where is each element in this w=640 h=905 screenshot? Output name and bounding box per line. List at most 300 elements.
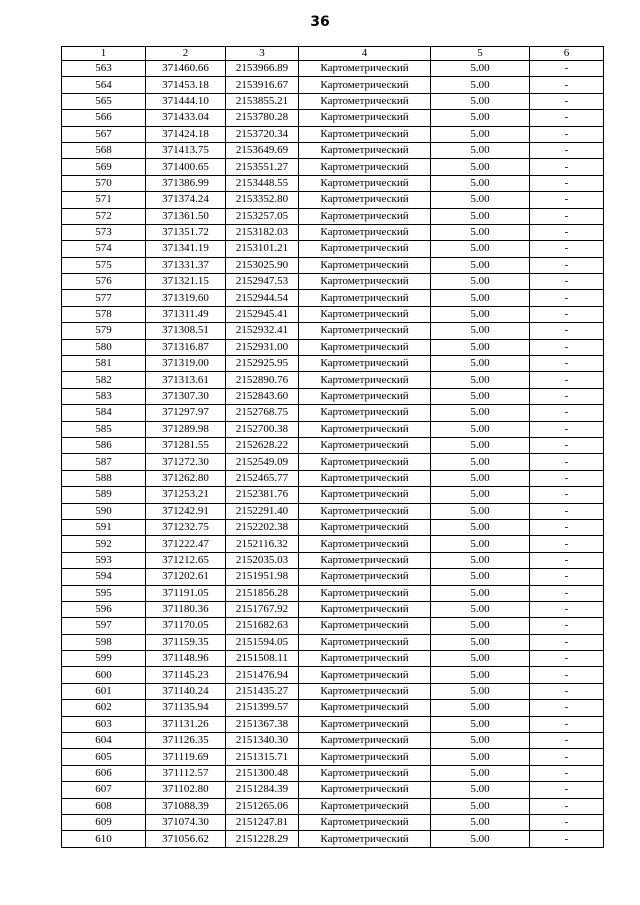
y-coordinate-cell: 2151594.05 xyxy=(226,634,299,650)
accuracy-cell: 5.00 xyxy=(431,569,530,585)
y-coordinate-cell: 2153352.80 xyxy=(226,192,299,208)
x-coordinate-cell: 371074.30 xyxy=(146,814,226,830)
note-cell: - xyxy=(530,487,604,503)
note-cell: - xyxy=(530,241,604,257)
point-number-cell: 577 xyxy=(62,290,146,306)
method-cell: Картометрический xyxy=(299,356,431,372)
x-coordinate-cell: 371112.57 xyxy=(146,765,226,781)
y-coordinate-cell: 2151399.57 xyxy=(226,700,299,716)
accuracy-cell: 5.00 xyxy=(431,306,530,322)
accuracy-cell: 5.00 xyxy=(431,421,530,437)
table-row xyxy=(62,224,604,240)
point-number-cell: 606 xyxy=(62,765,146,781)
method-cell: Картометрический xyxy=(299,405,431,421)
accuracy-cell: 5.00 xyxy=(431,683,530,699)
table-row xyxy=(62,651,604,667)
note-cell: - xyxy=(530,651,604,667)
y-coordinate-cell: 2152035.03 xyxy=(226,552,299,568)
method-cell: Картометрический xyxy=(299,421,431,437)
table-row xyxy=(62,241,604,257)
note-cell: - xyxy=(530,405,604,421)
y-coordinate-cell: 2151340.30 xyxy=(226,733,299,749)
table-row xyxy=(62,142,604,158)
table-row xyxy=(62,388,604,404)
note-cell: - xyxy=(530,536,604,552)
table-row xyxy=(62,421,604,437)
note-cell: - xyxy=(530,61,604,77)
y-coordinate-cell: 2153025.90 xyxy=(226,257,299,273)
note-cell: - xyxy=(530,274,604,290)
method-cell: Картометрический xyxy=(299,290,431,306)
point-number-cell: 590 xyxy=(62,503,146,519)
table-row xyxy=(62,306,604,322)
method-cell: Картометрический xyxy=(299,159,431,175)
x-coordinate-cell: 371140.24 xyxy=(146,683,226,699)
column-header-3: 3 xyxy=(226,47,299,61)
point-number-cell: 599 xyxy=(62,651,146,667)
accuracy-cell: 5.00 xyxy=(431,454,530,470)
method-cell: Картометрический xyxy=(299,110,431,126)
table-row xyxy=(62,208,604,224)
table-row xyxy=(62,437,604,453)
point-number-cell: 587 xyxy=(62,454,146,470)
x-coordinate-cell: 371148.96 xyxy=(146,651,226,667)
note-cell: - xyxy=(530,356,604,372)
point-number-cell: 571 xyxy=(62,192,146,208)
method-cell: Картометрический xyxy=(299,61,431,77)
x-coordinate-cell: 371289.98 xyxy=(146,421,226,437)
method-cell: Картометрический xyxy=(299,437,431,453)
x-coordinate-cell: 371400.65 xyxy=(146,159,226,175)
method-cell: Картометрический xyxy=(299,257,431,273)
accuracy-cell: 5.00 xyxy=(431,405,530,421)
accuracy-cell: 5.00 xyxy=(431,765,530,781)
y-coordinate-cell: 2151476.94 xyxy=(226,667,299,683)
method-cell: Картометрический xyxy=(299,454,431,470)
point-number-cell: 584 xyxy=(62,405,146,421)
method-cell: Картометрический xyxy=(299,519,431,535)
note-cell: - xyxy=(530,552,604,568)
table-row xyxy=(62,175,604,191)
point-number-cell: 586 xyxy=(62,437,146,453)
table-row xyxy=(62,536,604,552)
note-cell: - xyxy=(530,454,604,470)
table-row xyxy=(62,405,604,421)
point-number-cell: 604 xyxy=(62,733,146,749)
table-body xyxy=(62,61,604,848)
coordinates-table xyxy=(61,46,604,848)
note-cell: - xyxy=(530,142,604,158)
x-coordinate-cell: 371135.94 xyxy=(146,700,226,716)
note-cell: - xyxy=(530,634,604,650)
point-number-cell: 567 xyxy=(62,126,146,142)
method-cell: Картометрический xyxy=(299,241,431,257)
y-coordinate-cell: 2153448.55 xyxy=(226,175,299,191)
table-row xyxy=(62,159,604,175)
x-coordinate-cell: 371386.99 xyxy=(146,175,226,191)
note-cell: - xyxy=(530,683,604,699)
accuracy-cell: 5.00 xyxy=(431,585,530,601)
accuracy-cell: 5.00 xyxy=(431,142,530,158)
point-number-cell: 600 xyxy=(62,667,146,683)
accuracy-cell: 5.00 xyxy=(431,339,530,355)
accuracy-cell: 5.00 xyxy=(431,487,530,503)
accuracy-cell: 5.00 xyxy=(431,192,530,208)
y-coordinate-cell: 2152932.41 xyxy=(226,323,299,339)
y-coordinate-cell: 2152116.32 xyxy=(226,536,299,552)
table-row xyxy=(62,782,604,798)
method-cell: Картометрический xyxy=(299,585,431,601)
point-number-cell: 564 xyxy=(62,77,146,93)
note-cell: - xyxy=(530,716,604,732)
method-cell: Картометрический xyxy=(299,306,431,322)
accuracy-cell: 5.00 xyxy=(431,470,530,486)
x-coordinate-cell: 371159.35 xyxy=(146,634,226,650)
table-row xyxy=(62,487,604,503)
method-cell: Картометрический xyxy=(299,192,431,208)
point-number-cell: 610 xyxy=(62,831,146,848)
point-number-cell: 575 xyxy=(62,257,146,273)
table-row xyxy=(62,618,604,634)
method-cell: Картометрический xyxy=(299,274,431,290)
accuracy-cell: 5.00 xyxy=(431,519,530,535)
note-cell: - xyxy=(530,585,604,601)
point-number-cell: 576 xyxy=(62,274,146,290)
y-coordinate-cell: 2153182.03 xyxy=(226,224,299,240)
x-coordinate-cell: 371319.00 xyxy=(146,356,226,372)
point-number-cell: 582 xyxy=(62,372,146,388)
table-row xyxy=(62,831,604,848)
table-row xyxy=(62,372,604,388)
accuracy-cell: 5.00 xyxy=(431,716,530,732)
y-coordinate-cell: 2151265.06 xyxy=(226,798,299,814)
point-number-cell: 579 xyxy=(62,323,146,339)
x-coordinate-cell: 371180.36 xyxy=(146,601,226,617)
y-coordinate-cell: 2153649.69 xyxy=(226,142,299,158)
x-coordinate-cell: 371424.18 xyxy=(146,126,226,142)
method-cell: Картометрический xyxy=(299,569,431,585)
point-number-cell: 601 xyxy=(62,683,146,699)
column-header-2: 2 xyxy=(146,47,226,61)
table-row xyxy=(62,814,604,830)
x-coordinate-cell: 371313.61 xyxy=(146,372,226,388)
column-header-5: 5 xyxy=(431,47,530,61)
note-cell: - xyxy=(530,749,604,765)
y-coordinate-cell: 2151682.63 xyxy=(226,618,299,634)
table-row xyxy=(62,733,604,749)
note-cell: - xyxy=(530,208,604,224)
method-cell: Картометрический xyxy=(299,782,431,798)
y-coordinate-cell: 2151300.48 xyxy=(226,765,299,781)
x-coordinate-cell: 371281.55 xyxy=(146,437,226,453)
y-coordinate-cell: 2151228.29 xyxy=(226,831,299,848)
method-cell: Картометрический xyxy=(299,716,431,732)
point-number-cell: 593 xyxy=(62,552,146,568)
note-cell: - xyxy=(530,569,604,585)
accuracy-cell: 5.00 xyxy=(431,126,530,142)
point-number-cell: 595 xyxy=(62,585,146,601)
table-row xyxy=(62,683,604,699)
method-cell: Картометрический xyxy=(299,798,431,814)
accuracy-cell: 5.00 xyxy=(431,749,530,765)
method-cell: Картометрический xyxy=(299,339,431,355)
table-row xyxy=(62,290,604,306)
y-coordinate-cell: 2151367.38 xyxy=(226,716,299,732)
y-coordinate-cell: 2153551.27 xyxy=(226,159,299,175)
note-cell: - xyxy=(530,372,604,388)
note-cell: - xyxy=(530,224,604,240)
accuracy-cell: 5.00 xyxy=(431,634,530,650)
point-number-cell: 588 xyxy=(62,470,146,486)
column-header-6: 6 xyxy=(530,47,604,61)
method-cell: Картометрический xyxy=(299,372,431,388)
x-coordinate-cell: 371212.65 xyxy=(146,552,226,568)
note-cell: - xyxy=(530,388,604,404)
accuracy-cell: 5.00 xyxy=(431,224,530,240)
method-cell: Картометрический xyxy=(299,733,431,749)
table-row xyxy=(62,470,604,486)
x-coordinate-cell: 371145.23 xyxy=(146,667,226,683)
table-row xyxy=(62,77,604,93)
accuracy-cell: 5.00 xyxy=(431,323,530,339)
y-coordinate-cell: 2152947.53 xyxy=(226,274,299,290)
method-cell: Картометрический xyxy=(299,765,431,781)
point-number-cell: 573 xyxy=(62,224,146,240)
x-coordinate-cell: 371262.80 xyxy=(146,470,226,486)
table-row xyxy=(62,454,604,470)
y-coordinate-cell: 2152700.38 xyxy=(226,421,299,437)
point-number-cell: 591 xyxy=(62,519,146,535)
accuracy-cell: 5.00 xyxy=(431,290,530,306)
x-coordinate-cell: 371321.15 xyxy=(146,274,226,290)
x-coordinate-cell: 371119.69 xyxy=(146,749,226,765)
y-coordinate-cell: 2152931.00 xyxy=(226,339,299,355)
x-coordinate-cell: 371056.62 xyxy=(146,831,226,848)
x-coordinate-cell: 371253.21 xyxy=(146,487,226,503)
accuracy-cell: 5.00 xyxy=(431,77,530,93)
note-cell: - xyxy=(530,733,604,749)
accuracy-cell: 5.00 xyxy=(431,61,530,77)
table-row xyxy=(62,749,604,765)
column-header-1: 1 xyxy=(62,47,146,61)
table-header xyxy=(62,47,604,61)
note-cell: - xyxy=(530,192,604,208)
note-cell: - xyxy=(530,798,604,814)
table-row xyxy=(62,765,604,781)
note-cell: - xyxy=(530,93,604,109)
note-cell: - xyxy=(530,782,604,798)
x-coordinate-cell: 371102.80 xyxy=(146,782,226,798)
accuracy-cell: 5.00 xyxy=(431,782,530,798)
point-number-cell: 568 xyxy=(62,142,146,158)
point-number-cell: 572 xyxy=(62,208,146,224)
table-row xyxy=(62,323,604,339)
method-cell: Картометрический xyxy=(299,175,431,191)
point-number-cell: 607 xyxy=(62,782,146,798)
accuracy-cell: 5.00 xyxy=(431,667,530,683)
method-cell: Картометрический xyxy=(299,667,431,683)
method-cell: Картометрический xyxy=(299,323,431,339)
x-coordinate-cell: 371374.24 xyxy=(146,192,226,208)
accuracy-cell: 5.00 xyxy=(431,110,530,126)
note-cell: - xyxy=(530,159,604,175)
x-coordinate-cell: 371433.04 xyxy=(146,110,226,126)
note-cell: - xyxy=(530,175,604,191)
accuracy-cell: 5.00 xyxy=(431,503,530,519)
x-coordinate-cell: 371222.47 xyxy=(146,536,226,552)
point-number-cell: 592 xyxy=(62,536,146,552)
accuracy-cell: 5.00 xyxy=(431,208,530,224)
note-cell: - xyxy=(530,110,604,126)
y-coordinate-cell: 2153916.67 xyxy=(226,77,299,93)
x-coordinate-cell: 371126.35 xyxy=(146,733,226,749)
y-coordinate-cell: 2151508.11 xyxy=(226,651,299,667)
point-number-cell: 565 xyxy=(62,93,146,109)
method-cell: Картометрический xyxy=(299,618,431,634)
method-cell: Картометрический xyxy=(299,814,431,830)
x-coordinate-cell: 371331.37 xyxy=(146,257,226,273)
y-coordinate-cell: 2152890.76 xyxy=(226,372,299,388)
point-number-cell: 570 xyxy=(62,175,146,191)
x-coordinate-cell: 371316.87 xyxy=(146,339,226,355)
header-row xyxy=(62,47,604,61)
table-row xyxy=(62,61,604,77)
x-coordinate-cell: 371319.60 xyxy=(146,290,226,306)
x-coordinate-cell: 371308.51 xyxy=(146,323,226,339)
x-coordinate-cell: 371361.50 xyxy=(146,208,226,224)
note-cell: - xyxy=(530,700,604,716)
point-number-cell: 594 xyxy=(62,569,146,585)
note-cell: - xyxy=(530,618,604,634)
y-coordinate-cell: 2152291.40 xyxy=(226,503,299,519)
point-number-cell: 574 xyxy=(62,241,146,257)
accuracy-cell: 5.00 xyxy=(431,241,530,257)
x-coordinate-cell: 371297.97 xyxy=(146,405,226,421)
table-row xyxy=(62,601,604,617)
note-cell: - xyxy=(530,323,604,339)
table-row xyxy=(62,192,604,208)
x-coordinate-cell: 371232.75 xyxy=(146,519,226,535)
x-coordinate-cell: 371351.72 xyxy=(146,224,226,240)
accuracy-cell: 5.00 xyxy=(431,601,530,617)
note-cell: - xyxy=(530,503,604,519)
note-cell: - xyxy=(530,339,604,355)
accuracy-cell: 5.00 xyxy=(431,356,530,372)
x-coordinate-cell: 371242.91 xyxy=(146,503,226,519)
y-coordinate-cell: 2153720.34 xyxy=(226,126,299,142)
y-coordinate-cell: 2151315.71 xyxy=(226,749,299,765)
table-row xyxy=(62,274,604,290)
accuracy-cell: 5.00 xyxy=(431,388,530,404)
x-coordinate-cell: 371413.75 xyxy=(146,142,226,158)
method-cell: Картометрический xyxy=(299,77,431,93)
point-number-cell: 589 xyxy=(62,487,146,503)
table-row xyxy=(62,356,604,372)
y-coordinate-cell: 2151284.39 xyxy=(226,782,299,798)
y-coordinate-cell: 2152628.22 xyxy=(226,437,299,453)
x-coordinate-cell: 371088.39 xyxy=(146,798,226,814)
y-coordinate-cell: 2152465.77 xyxy=(226,470,299,486)
note-cell: - xyxy=(530,814,604,830)
point-number-cell: 563 xyxy=(62,61,146,77)
note-cell: - xyxy=(530,77,604,93)
method-cell: Картометрический xyxy=(299,700,431,716)
method-cell: Картометрический xyxy=(299,126,431,142)
point-number-cell: 605 xyxy=(62,749,146,765)
page-number: 36 xyxy=(310,14,330,30)
y-coordinate-cell: 2152843.60 xyxy=(226,388,299,404)
y-coordinate-cell: 2151856.28 xyxy=(226,585,299,601)
x-coordinate-cell: 371453.18 xyxy=(146,77,226,93)
note-cell: - xyxy=(530,765,604,781)
note-cell: - xyxy=(530,306,604,322)
point-number-cell: 598 xyxy=(62,634,146,650)
y-coordinate-cell: 2152202.38 xyxy=(226,519,299,535)
note-cell: - xyxy=(530,290,604,306)
y-coordinate-cell: 2152549.09 xyxy=(226,454,299,470)
x-coordinate-cell: 371444.10 xyxy=(146,93,226,109)
accuracy-cell: 5.00 xyxy=(431,159,530,175)
x-coordinate-cell: 371131.26 xyxy=(146,716,226,732)
note-cell: - xyxy=(530,126,604,142)
column-header-4: 4 xyxy=(299,47,431,61)
accuracy-cell: 5.00 xyxy=(431,274,530,290)
table-row xyxy=(62,552,604,568)
point-number-cell: 602 xyxy=(62,700,146,716)
table-row xyxy=(62,257,604,273)
y-coordinate-cell: 2151767.92 xyxy=(226,601,299,617)
accuracy-cell: 5.00 xyxy=(431,814,530,830)
accuracy-cell: 5.00 xyxy=(431,372,530,388)
accuracy-cell: 5.00 xyxy=(431,733,530,749)
y-coordinate-cell: 2151951.98 xyxy=(226,569,299,585)
method-cell: Картометрический xyxy=(299,601,431,617)
x-coordinate-cell: 371311.49 xyxy=(146,306,226,322)
y-coordinate-cell: 2151435.27 xyxy=(226,683,299,699)
method-cell: Картометрический xyxy=(299,224,431,240)
point-number-cell: 609 xyxy=(62,814,146,830)
x-coordinate-cell: 371191.05 xyxy=(146,585,226,601)
note-cell: - xyxy=(530,257,604,273)
table-row xyxy=(62,667,604,683)
method-cell: Картометрический xyxy=(299,552,431,568)
table-row xyxy=(62,716,604,732)
y-coordinate-cell: 2152768.75 xyxy=(226,405,299,421)
x-coordinate-cell: 371170.05 xyxy=(146,618,226,634)
method-cell: Картометрический xyxy=(299,142,431,158)
point-number-cell: 585 xyxy=(62,421,146,437)
point-number-cell: 596 xyxy=(62,601,146,617)
point-number-cell: 597 xyxy=(62,618,146,634)
x-coordinate-cell: 371341.19 xyxy=(146,241,226,257)
table-row xyxy=(62,798,604,814)
accuracy-cell: 5.00 xyxy=(431,618,530,634)
y-coordinate-cell: 2152945.41 xyxy=(226,306,299,322)
table-row xyxy=(62,700,604,716)
x-coordinate-cell: 371202.61 xyxy=(146,569,226,585)
table-row xyxy=(62,339,604,355)
method-cell: Картометрический xyxy=(299,388,431,404)
method-cell: Картометрический xyxy=(299,208,431,224)
accuracy-cell: 5.00 xyxy=(431,536,530,552)
accuracy-cell: 5.00 xyxy=(431,831,530,848)
method-cell: Картометрический xyxy=(299,470,431,486)
accuracy-cell: 5.00 xyxy=(431,437,530,453)
point-number-cell: 603 xyxy=(62,716,146,732)
note-cell: - xyxy=(530,470,604,486)
note-cell: - xyxy=(530,667,604,683)
note-cell: - xyxy=(530,421,604,437)
